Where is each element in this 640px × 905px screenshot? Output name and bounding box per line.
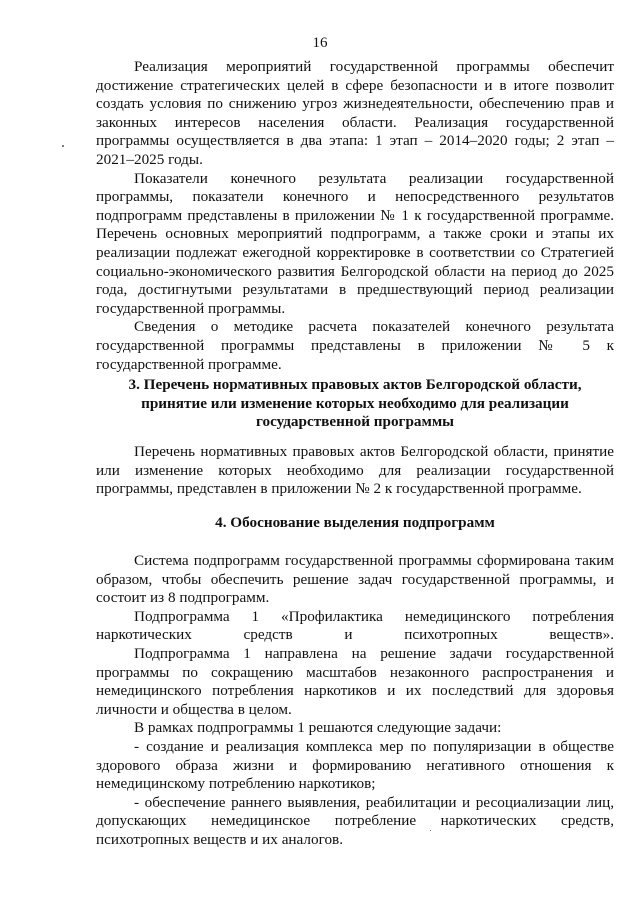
paragraph-legal-acts: Перечень нормативных правовых актов Белгородской области, принятие или изменение которых необходимо для реализации государственной программы, представлен в приложении № 2 к государственной программе. bbox=[96, 443, 614, 498]
intro-block bbox=[96, 58, 614, 374]
paragraph-program-stages: Реализация мероприятий государственной программы обеспечит достижение стратегических целей в сфере безопасности и в итоге позволит создать условия по снижению угроз жизнедеятельности, обеспечению прав и законных интересов населения области. Реализация государственной программы осуществляется в два этапа: 1 этап – 2014–2020 годы; 2 этап – 2021–2025 годы. bbox=[96, 58, 614, 168]
list-item-task-1: - создание и реализация комплекса мер по популяризации в обществе здорового образа жизни и формированию негативного отношения к немедицинскому потреблению наркотиков; bbox=[96, 737, 614, 793]
paragraph-subprogram-1-tasks-intro: В рамках подпрограммы 1 решаются следующие задачи: bbox=[134, 719, 502, 737]
scan-speck bbox=[430, 830, 431, 831]
section-3-heading-line-1: 3. Перечень нормативных правовых актов Белгородской области, bbox=[128, 376, 582, 393]
scan-speck bbox=[62, 145, 64, 147]
paragraph-subprogram-1-title: Подпрограмма 1 «Профилактика немедицинского потребления наркотических средств и психотропных веществ». bbox=[96, 607, 614, 644]
section-3-heading-line-2: принятие или изменение которых необходимо для реализации bbox=[141, 394, 569, 412]
list-item-task-2: - обеспечение раннего выявления, реабилитации и ресоциализации лиц, допускающих немедицинское потребление наркотических средств, психотропных веществ и их аналогов. bbox=[96, 793, 614, 848]
section-4-heading: 4. Обоснование выделения подпрограмм bbox=[215, 514, 495, 531]
paragraph-methodology: Сведения о методике расчета показателей конечного результата государственной программы представлены в приложении № 5 к государственной программе. bbox=[96, 318, 614, 373]
section-3-heading bbox=[96, 376, 614, 432]
page-number: 16 bbox=[312, 35, 328, 51]
section-4-body bbox=[96, 552, 614, 850]
section-3-heading-line-3: государственной программы bbox=[255, 413, 455, 431]
paragraph-indicators: Показатели конечного результата реализации государственной программы, показатели конечного и непосредственного результатов подпрограмм представлены в приложении № 1 к государственной программе. Перечень основных мероприятий подпрограмм, а также сроки и этапы их реализации подлежат ежегодной корректировке в соответствии со Стратегией социально-экономического развития Белгородской области на период до 2025 года, достигнутыми результатами в предшествующий период реализации государственной программы. bbox=[96, 169, 614, 317]
section-3-body bbox=[96, 443, 614, 499]
paragraph-subprogram-1-goal: Подпрограмма 1 направлена на решение задачи государственной программы по сокращению масштабов незаконного распространения и немедицинского потребления наркотиков и их последствий для здоровья личности и общества в целом. bbox=[96, 644, 614, 718]
paragraph-subprogram-system: Система подпрограмм государственной программы сформирована таким образом, чтобы обеспечить решение задач государственной программы, и состоит из 8 подпрограмм. bbox=[96, 552, 614, 607]
